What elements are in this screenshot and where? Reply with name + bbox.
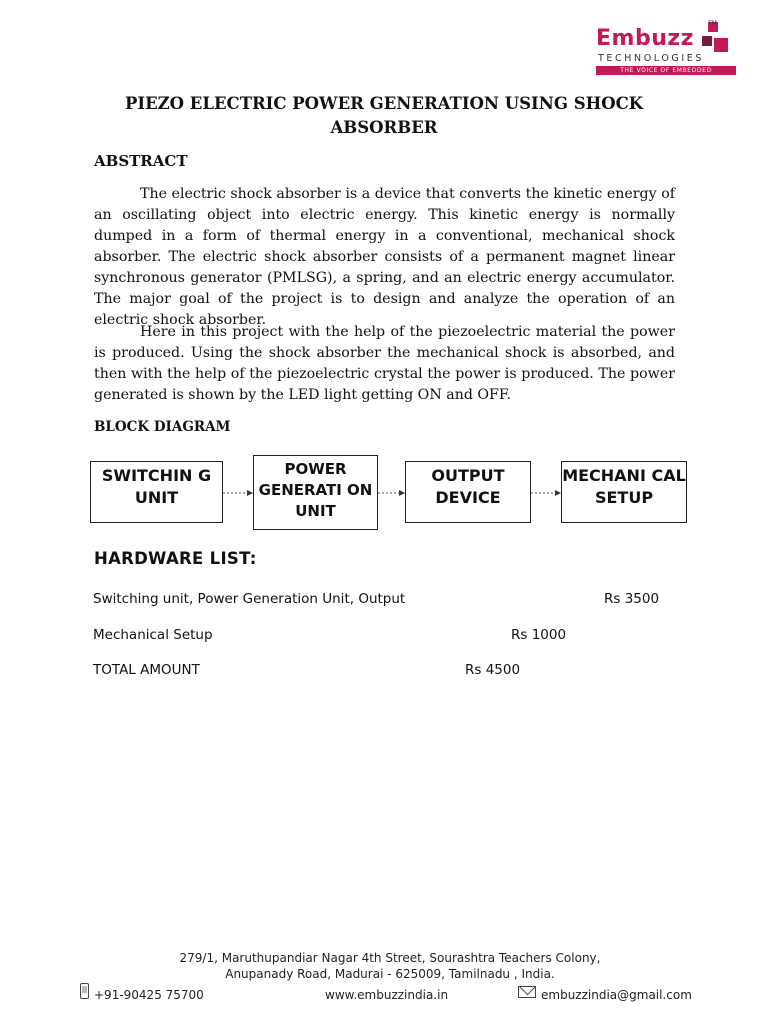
logo-tagline: THE VOICE OF EMBEDDED [596,66,736,75]
abstract-heading: ABSTRACT [94,152,188,170]
footer-website[interactable]: www.embuzzindia.in [325,988,449,1002]
phone-icon [80,983,89,999]
output-device-block: OUTPUT DEVICE [405,461,531,523]
footer-phone: +91-90425 75700 [94,988,204,1002]
logo-square-dark [702,36,712,46]
block-diagram-heading: BLOCK DIAGRAM [94,419,231,435]
logo-subtitle: TECHNOLOGIES [598,53,704,64]
logo-square-large [714,38,728,52]
hardware-item-2: Mechanical Setup [93,627,213,643]
switching-unit-block: SWITCHIN G UNIT [90,461,223,523]
footer-address-line-2: Anupanady Road, Madurai - 625009, Tamilnadu , India. [225,967,555,981]
abstract-paragraph-2: Here in this project with the help of the piezoelectric material the power is produced. Using the shock absorber the mechanical shock is absorbed, and then with the help of the piezoelectric crystal the power is produced. The power generated is shown by the LED light getting ON and OFF. [94,324,675,403]
power-generation-unit-block: POWER GENERATI ON UNIT [253,455,378,530]
logo-trademark: TM [708,20,717,27]
company-logo [596,18,738,78]
abstract-paragraph-1: The electric shock absorber is a device that converts the kinetic energy of an oscillating object into electric energy. This kinetic energy is normally dumped in a form of thermal energy in a conventional, mechanical shock absorber. The electric shock absorber consists of a permanent magnet linear synchronous generator (PMLSG), a spring, and an electric energy accumulator. The major goal of the project is to design and analyze the operation of an electric shock absorber. [94,186,675,328]
document-title: PIEZO ELECTRIC POWER GENERATION USING SHOCK ABSORBER [124,94,644,137]
mail-icon [518,986,536,998]
hardware-price-2: Rs 1000 [511,627,567,643]
hardware-list-heading: HARDWARE LIST: [94,549,257,568]
footer-address-line-1: 279/1, Maruthupandiar Nagar 4th Street, Sourashtra Teachers Colony, [179,951,601,965]
hardware-total-price: Rs 4500 [465,662,521,678]
mechanical-setup-block: MECHANI CAL SETUP [561,461,687,523]
logo-wordmark: Embuzz [596,26,694,51]
footer-email[interactable]: embuzzindia@gmail.com [541,988,692,1002]
hardware-total-label: TOTAL AMOUNT [93,662,200,678]
hardware-item-1: Switching unit, Power Generation Unit, Output [93,591,406,607]
hardware-price-1: Rs 3500 [604,591,660,607]
